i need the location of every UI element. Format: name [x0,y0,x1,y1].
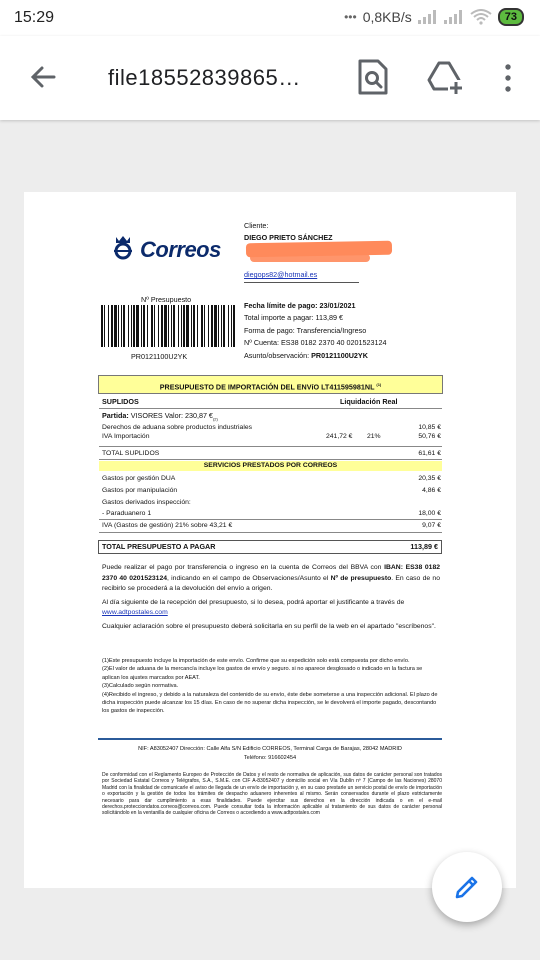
service-row [99,498,443,507]
status-icons [344,8,524,26]
barcode-bar [168,305,169,347]
barcode-bar [191,305,192,347]
liquidacion-title: Liquidación Real [340,397,398,406]
signal-icon-2 [444,10,464,24]
divider [244,282,359,283]
divider [99,459,442,460]
barcode-code: PR0121100U2YK [131,352,188,361]
service-amount: 20,35 € [418,475,441,482]
barcode-label: Nº Presupuesto [141,295,192,304]
service-row [99,474,443,483]
total-suplidos-row [99,449,443,458]
services-header [99,461,442,471]
barcode-bar [133,305,135,347]
suplidos-rate: 21% [367,433,381,440]
total-suplidos-value: 61,61 € [418,450,441,457]
grand-total-row [98,540,442,554]
table-header-sup: (1) [376,382,382,387]
barcode-bar [201,305,203,347]
barcode-bar [141,305,142,347]
barcode-bar [161,305,163,347]
note-item: (2)El valor de aduana de la mercancía incluye los gastos de envío y seguro. si no aparece desglosado o indicado en la factura se aplican los ajustes marcados por AEAT. [102,666,423,681]
service-label: Gastos derivados inspección: [102,499,191,506]
find-in-page-icon[interactable] [356,58,390,96]
signal-icon [418,10,438,24]
barcode-bar [173,305,175,347]
barcode-bar [197,305,198,347]
instructions-p1-e: . En caso de no recibirlo se procederá a la devolución del envío a origen. [102,574,440,592]
barcode-graphic [100,305,238,347]
barcode-bar [147,305,148,347]
table-header [98,375,443,394]
reference-value: PR0121100U2YK [311,351,368,360]
barcode-bar [164,305,167,347]
partida-sup: (2) [212,416,218,422]
more-vert-icon[interactable] [496,62,520,94]
barcode-bar [131,305,132,347]
payment-account: Nº Cuenta: ES38 0182 2370 40 0201523124 [244,338,387,347]
barcode-bar [214,305,217,347]
pencil-icon [453,873,481,901]
instructions-budget-no: Nº de presupuesto [330,574,392,582]
service-label: - Paraduanero 1 [102,510,152,517]
instructions-p1-c: , indicando en el campo de Observaciones/Asunto el [167,574,331,582]
service-label: Gastos por manipulación [102,487,178,494]
file-title: file18552839865… [108,65,301,90]
instructions-iban: IBAN: ES38 0182 2370 40 0201523124 [102,564,441,582]
barcode-bar [178,305,179,347]
barcode-bar [128,305,129,347]
barcode-bar [154,305,155,347]
grand-total-value: 113,89 € [410,542,438,551]
barcode-bar [231,305,232,347]
barcode-bar [136,305,139,347]
redaction-mark-2 [250,254,370,262]
service-label: IVA (Gastos de gestión) 21% sobre 43,21 € [102,522,233,529]
barcode-bar [208,305,209,347]
app-bar [0,36,540,120]
barcode-bar [118,305,119,347]
battery-icon: 73 [498,8,524,26]
payment-reference [244,351,368,360]
barcode-bar [121,305,122,347]
barcode [100,305,238,347]
instructions-p2 [102,598,440,619]
service-label: Gastos por gestión DUA [102,475,176,482]
payment-total: Total importe a pagar: 113,89 € [244,313,343,322]
suplidos-base: 241,72 € [326,433,353,440]
network-speed: 0,8KB/s [362,9,412,25]
barcode-bar [108,305,109,347]
suplidos-amount: 50,76 € [418,433,441,440]
instructions-p1 [102,563,440,595]
instructions-p3: Cualquier aclaración sobre el presupuesto deberá solicitarla en su perfil de la web en el apartado "escríbenos". [102,622,436,630]
barcode-bar [211,305,213,347]
barcode-bar [111,305,113,347]
note-item: (4)Recibido el ingreso, y debido a la naturaleza del contenido de su envío, éste debe someterse a una inspección adicional. El plazo de dicha inspección puede alcanzar los 15 días. En caso de no superar dicha inspección, se le devolverá el importe pagado, descontando los gastos de inspección. [102,691,438,715]
suplidos-row [99,432,443,441]
partida-text [102,411,218,423]
barcode-bar [104,305,105,347]
divider [99,446,442,447]
dots-icon: ••• [344,10,357,24]
pdf-page [24,192,516,888]
service-row [99,509,443,518]
suplidos-header-row [99,397,443,406]
service-row [99,486,443,495]
barcode-bar [101,305,103,347]
services-header-title: SERVICIOS PRESTADOS POR CORREOS [203,462,338,469]
instructions-p1-a: Puede realizar el pago por transferencia o ingreso en la cuenta de Correos del BBVA con [102,564,385,571]
partida-label: Partida: [102,411,129,420]
barcode-bar [171,305,172,347]
notes [102,657,440,716]
total-suplidos-label: TOTAL SUPLIDOS [102,450,160,457]
barcode-bar [143,305,145,347]
service-amount: 18,00 € [418,510,441,517]
grand-total-label: TOTAL PRESUPUESTO A PAGAR [102,542,216,551]
instructions [102,563,440,632]
barcode-bar [186,305,189,347]
service-row [99,521,443,530]
edit-fab-button[interactable] [432,852,502,922]
footer-address: NIF: A83052407 Dirección: Calle Alfa S/N Edificio CORREOS, Terminal Carga de Barajas, 28042 MADRID [138,746,402,752]
suplidos-row [99,423,443,432]
barcode-bar [151,305,153,347]
service-amount: 9,07 € [422,522,441,529]
footer-phone: Teléfono: 916602454 [243,755,297,761]
barcode-bar [221,305,222,347]
barcode-bar [218,305,219,347]
barcode-bar [183,305,185,347]
adtpostales-link[interactable]: www.adtpostales.com [102,609,168,616]
footer-divider [98,738,442,740]
client-label: Cliente: [244,221,269,230]
footer-legal: De conformidad con el Reglamento Europeo de Protección de Datos y el resto de normativa de aplicación, sus datos de carácter personal son tratados por Sociedad Estatal Correos y Telégrafos, S.A., S.M.E. con CIF A-83052407 y domicilio social en Vía Dublín nº 7 (Campo de las Naciones) 28070 Madrid con la finalidad de comunicarle el aviso de llegada de un envío de importación y, en su caso prestarle un servicio postal de envío de importación o exportación y la gestión de todos los trámites de despacho aduanero inherentes al mismo. Serán conservados durante el plazo estrictamente necesario para dar cumplimiento a esas finalidades. Puede ejercitar sus derechos en la dirección indicada o en el e-mail derechos.protecciondatos.correos@correos.com. Puede consultar toda la información aplicable al tratamiento de sus datos de carácter personal solicitándolo en la ventanilla de cualquier oficina de Correos o accediendo a www.adtpostales.com [102,772,442,817]
service-amount: 4,86 € [422,487,441,494]
barcode-bar [158,305,159,347]
suplidos-label: IVA Importación [102,433,150,440]
reference-label: Asunto/observación: [244,351,310,360]
table-header-title: PRESUPUESTO DE IMPORTACIÓN DEL ENVíO LT411595981NL [159,382,375,392]
divider [99,519,442,520]
barcode-bar [223,305,225,347]
brand-name: Correos [140,237,221,262]
client-name: DIEGO PRIETO SÁNCHEZ [244,233,333,242]
barcode-bar [181,305,182,347]
status-bar [0,0,540,36]
status-time: 15:29 [14,9,55,26]
instructions-p2-text: Al día siguiente de la recepción del presupuesto, si lo desea, podrá aportar el justificante a través de [102,598,405,606]
suplidos-label: Derechos de aduana sobre productos industriales [102,424,253,431]
note-item: (1)Este presupuesto incluye la importación de este envío. Confirme que su expedición solo está compuesta por dicho envío. [102,658,410,664]
client-email: diegops82@hotmail.es [244,270,318,279]
note-item: (3)Calculado según normativa. [102,683,179,690]
barcode-bar [123,305,125,347]
add-to-drive-icon[interactable] [426,58,464,96]
barcode-bar [193,305,195,347]
back-arrow-icon[interactable] [26,60,60,94]
barcode-bar [228,305,229,347]
barcode-bar [114,305,117,347]
payment-deadline: Fecha límite de pago: 23/01/2021 [244,301,356,310]
partida-row [99,411,443,420]
wifi-icon [470,9,492,25]
suplidos-amount: 10,85 € [418,424,441,431]
crown-horn-icon [110,235,136,261]
barcode-bar [204,305,205,347]
payment-method: Forma de pago: Transferencia/Ingreso [244,326,367,335]
barcode-bar [233,305,235,347]
divider [99,408,442,409]
suplidos-title: SUPLIDOS [102,397,139,406]
divider [99,532,442,533]
partida-value: VISORES Valor: 230,87 € [130,411,213,420]
